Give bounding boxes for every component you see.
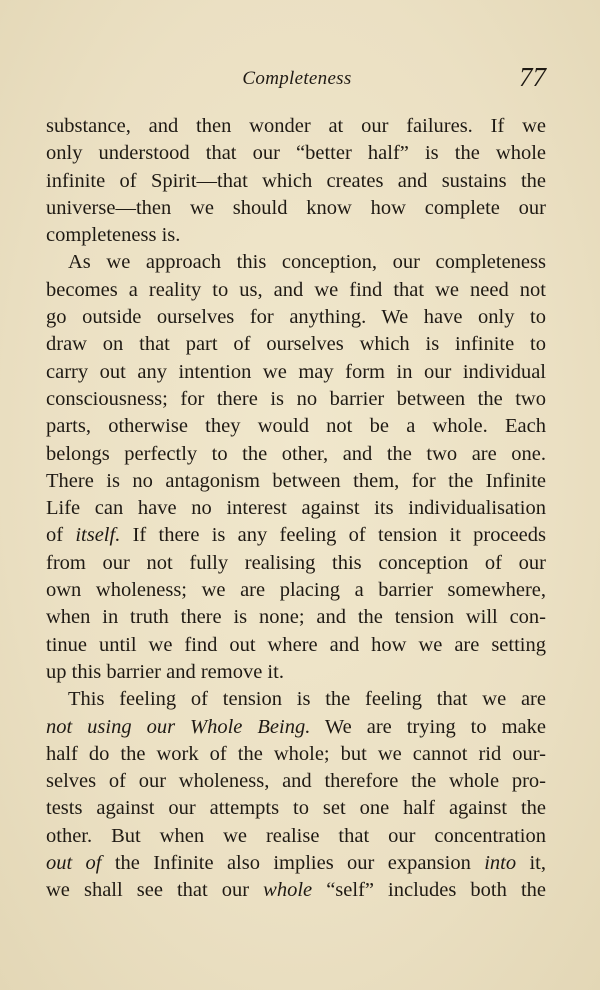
text-segment: becomes a reality to us, and we find that we need not <box>46 278 546 301</box>
running-head <box>48 62 546 98</box>
text-segment: parts, otherwise they would not be a whole. Each <box>46 415 546 438</box>
text-segment: belongs perfectly to the other, and the two are one. <box>46 442 546 465</box>
text-segment: We are trying to make <box>310 715 546 738</box>
text-line <box>46 741 546 768</box>
text-line <box>46 140 546 167</box>
text-segment: from our not fully realising this conception of our <box>46 551 546 574</box>
text-line <box>46 113 546 140</box>
text-segment: consciousness; for there is no barrier between the two <box>46 387 546 410</box>
text-line <box>46 386 546 413</box>
text-segment: half do the work of the whole; but we cannot rid our- <box>46 742 546 765</box>
text-segment: it, <box>516 852 546 875</box>
text-line <box>46 522 546 549</box>
text-segment: infinite of Spirit—that which creates and sustains the <box>46 169 546 192</box>
text-line <box>46 877 546 904</box>
italic-emphasis: not using our Whole Being. <box>46 715 311 738</box>
italic-emphasis: itself. <box>75 524 121 547</box>
text-line <box>46 768 546 795</box>
text-line <box>46 441 546 468</box>
text-segment: own wholeness; we are placing a barrier somewhere, <box>46 579 546 602</box>
text-segment: go outside ourselves for anything. We have only to <box>46 306 546 329</box>
text-segment: draw on that part of ourselves which is infinite to <box>46 333 546 356</box>
text-segment: There is no antagonism between them, for the Infinite <box>46 469 546 492</box>
text-segment: substance, and then wonder at our failures. If we <box>46 115 546 137</box>
text-segment: completeness is. <box>46 224 181 247</box>
text-line <box>46 823 546 850</box>
text-segment: Life can have no interest against its individualisation <box>46 497 546 520</box>
text-line <box>46 168 546 195</box>
text-segment: we shall see that our <box>46 879 264 902</box>
text-line <box>46 222 546 249</box>
text-line <box>46 659 546 686</box>
text-line <box>46 331 546 358</box>
text-segment: tinue until we find out where and how we are setting <box>46 633 546 656</box>
running-title: Completeness <box>242 68 352 89</box>
text-line <box>46 714 546 741</box>
text-line <box>46 495 546 522</box>
page-number: 77 <box>519 62 546 92</box>
text-segment: As we approach this conception, our completeness <box>68 251 546 274</box>
text-line <box>46 304 546 331</box>
text-line <box>46 577 546 604</box>
text-line <box>46 359 546 386</box>
text-line <box>46 550 546 577</box>
italic-emphasis: into <box>484 852 517 875</box>
text-segment: other. But when we realise that our concentration <box>46 824 546 847</box>
text-line <box>46 686 546 713</box>
text-segment: selves of our wholeness, and therefore the whole pro- <box>46 770 546 793</box>
italic-emphasis: out of <box>46 852 102 875</box>
text-segment: only understood that our “better half” is the whole <box>46 142 546 165</box>
body-text <box>46 113 546 905</box>
text-segment: of <box>46 524 76 547</box>
text-line <box>46 795 546 822</box>
text-line <box>46 249 546 276</box>
text-line <box>46 277 546 304</box>
italic-emphasis: whole <box>263 879 313 902</box>
text-segment: If there is any feeling of tension it proceeds <box>120 524 546 547</box>
text-line <box>46 468 546 495</box>
text-segment: the Infinite also implies our expansion <box>101 852 485 875</box>
text-segment: up this barrier and remove it. <box>46 660 284 683</box>
text-line <box>46 604 546 631</box>
text-segment: universe—then we should know how complete our <box>46 196 546 219</box>
text-line <box>46 632 546 659</box>
text-segment: when in truth there is none; and the tension will con- <box>46 606 546 629</box>
text-segment: tests against our attempts to set one half against the <box>46 797 546 820</box>
text-segment: “self” includes both the <box>312 879 546 902</box>
text-line <box>46 413 546 440</box>
text-line <box>46 850 546 877</box>
text-line <box>46 195 546 222</box>
text-segment: carry out any intention we may form in our individual <box>46 360 546 383</box>
text-segment: This feeling of tension is the feeling that we are <box>68 688 546 711</box>
